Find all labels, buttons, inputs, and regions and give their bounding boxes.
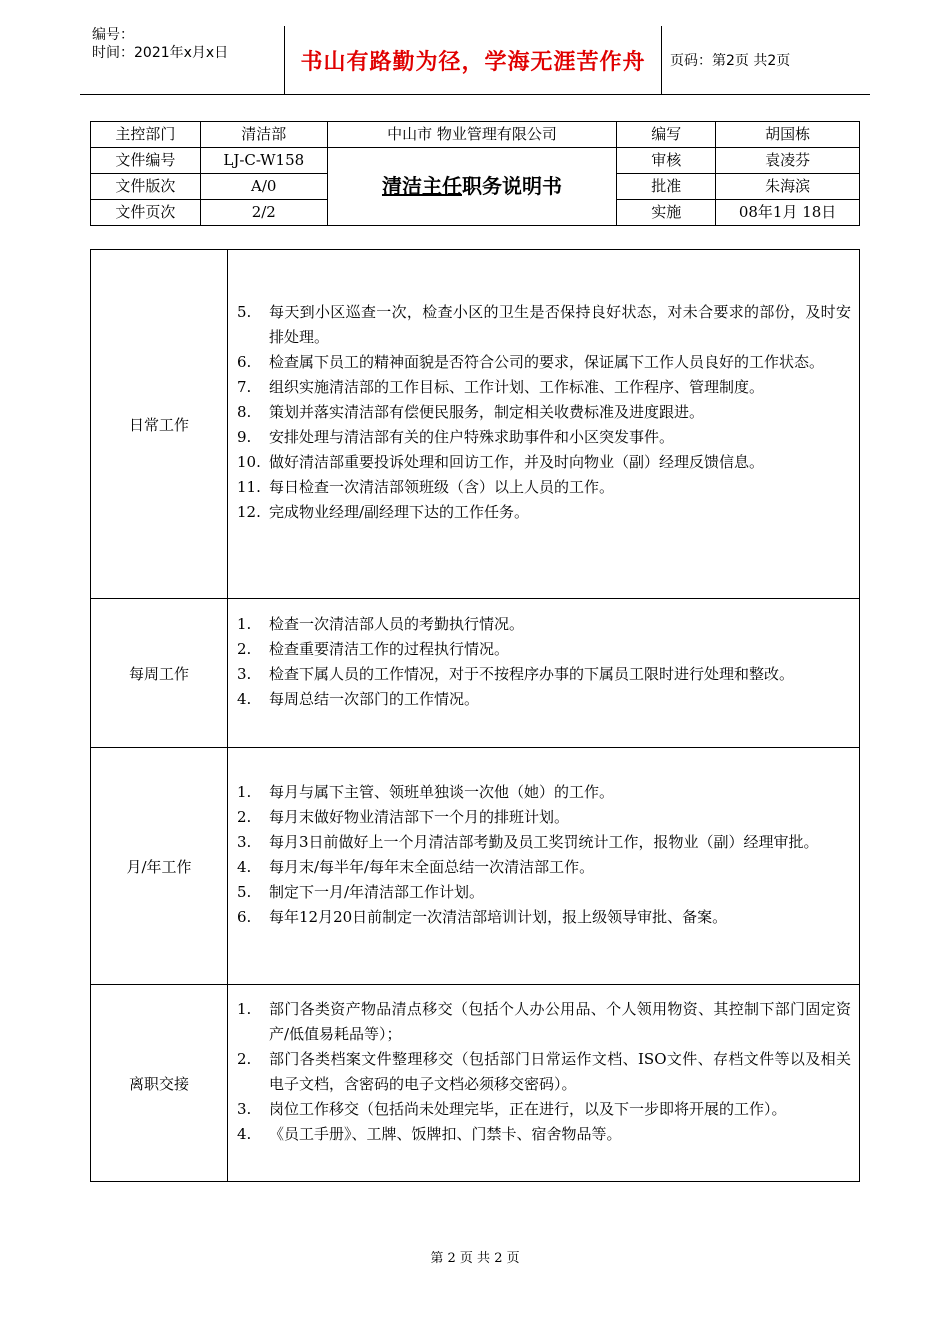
duty-list — [228, 300, 859, 525]
page-info: 页码：第2页 共2页 — [670, 53, 791, 69]
list-item: 4. 每周总结一次部门的工作情况。 — [237, 690, 480, 708]
section-daily — [91, 250, 860, 599]
info-cell: 清洁部 — [200, 122, 327, 148]
list-item: 7. 组织实施清洁部的工作目标、工作计划、工作标准、工作程序、管理制度。 — [237, 378, 765, 396]
list-item: 3. 岗位工作移交（包括尚未处理完毕，正在进行，以及下一步即将开展的工作）。 — [237, 1100, 787, 1118]
info-row — [91, 122, 860, 148]
info-cell: 文件页次 — [91, 200, 201, 226]
section-monthly-yearly — [91, 748, 860, 985]
list-item: 1. 检查一次清洁部人员的考勤执行情况。 — [237, 615, 525, 633]
document-title-rest: 职务说明书 — [461, 174, 562, 198]
duty-list — [228, 780, 859, 930]
info-cell: 胡国栋 — [716, 122, 860, 148]
section-label: 月/年工作 — [91, 748, 228, 985]
section-content — [228, 985, 860, 1182]
duty-list — [228, 612, 859, 712]
list-item: 9. 安排处理与清洁部有关的住户特殊求助事件和小区突发事件。 — [237, 428, 675, 446]
section-label: 每周工作 — [91, 599, 228, 748]
company-name: 中山市 物业管理有限公司 — [327, 122, 617, 148]
page-header — [80, 26, 870, 95]
document-info-table — [90, 121, 860, 226]
section-weekly — [91, 599, 860, 748]
list-item: 8. 策划并落实清洁部有偿便民服务，制定相关收费标准及进度跟进。 — [237, 403, 705, 421]
info-cell: 袁凌芬 — [716, 148, 860, 174]
section-label: 日常工作 — [91, 250, 228, 599]
list-item: 1. 部门各类资产物品清点移交（包括个人办公用品、个人领用物资、其控制下部门固定资产/低值易耗品等）； — [237, 1000, 851, 1043]
list-item: 2. 检查重要清洁工作的过程执行情况。 — [237, 640, 510, 658]
time-label: 时间：2021年x月x日 — [92, 45, 229, 61]
section-content — [228, 250, 860, 599]
duty-list — [228, 997, 859, 1147]
section-content — [228, 599, 860, 748]
list-item: 6. 每年12月20日前制定一次清洁部培训计划，报上级领导审批、备案。 — [237, 908, 728, 926]
list-item: 3. 检查下属人员的工作情况，对于不按程序办事的下属员工限时进行处理和整改。 — [237, 665, 795, 683]
info-cell: 编写 — [617, 122, 716, 148]
info-cell: LJ-C-W158 — [200, 148, 327, 174]
list-item: 10. 做好清洁部重要投诉处理和回访工作，并及时向物业（副）经理反馈信息。 — [237, 453, 765, 471]
number-label: 编号： — [92, 27, 134, 43]
document-title — [327, 148, 617, 226]
list-item: 3. 每月3日前做好上一个月清洁部考勤及员工奖罚统计工作，报物业（副）经理审批。 — [237, 833, 819, 851]
header-meta — [92, 26, 282, 94]
document-title-underlined: 清洁主任 — [381, 174, 462, 198]
info-cell: 2/2 — [200, 200, 327, 226]
info-cell: 主控部门 — [91, 122, 201, 148]
list-item: 4. 每月末/每半年/每年末全面总结一次清洁部工作。 — [237, 858, 595, 876]
info-cell: 实施 — [617, 200, 716, 226]
section-label: 离职交接 — [91, 985, 228, 1182]
duties-table — [90, 249, 860, 1182]
list-item: 1. 每月与属下主管、领班单独谈一次他（她）的工作。 — [237, 783, 615, 801]
list-item: 5. 制定下一月/年清洁部工作计划。 — [237, 883, 485, 901]
list-item: 5. 每天到小区巡查一次，检查小区的卫生是否保持良好状态，对未合要求的部份，及时安排处理。 — [237, 303, 851, 346]
section-resignation-handover — [91, 985, 860, 1182]
info-cell: 朱海滨 — [716, 174, 860, 200]
page-footer: 第 2 页 共 2 页 — [430, 1251, 520, 1266]
info-cell: A/0 — [200, 174, 327, 200]
list-item: 11. 每日检查一次清洁部领班级（含）以上人员的工作。 — [237, 478, 615, 496]
info-cell: 文件编号 — [91, 148, 201, 174]
list-item: 2. 每月末做好物业清洁部下一个月的排班计划。 — [237, 808, 570, 826]
list-item: 6. 检查属下员工的精神面貌是否符合公司的要求，保证属下工作人员良好的工作状态。 — [237, 353, 825, 371]
info-cell: 08年1月 18日 — [716, 200, 860, 226]
section-content — [228, 748, 860, 985]
list-item: 12. 完成物业经理/副经理下达的工作任务。 — [237, 503, 530, 521]
info-row — [91, 148, 860, 174]
info-cell: 批准 — [617, 174, 716, 200]
list-item: 4. 《员工手册》、工牌、饭牌扣、门禁卡、宿舍物品等。 — [237, 1125, 622, 1143]
info-cell: 文件版次 — [91, 174, 201, 200]
list-item: 2. 部门各类档案文件整理移交（包括部门日常运作文档、ISO文件、存档文件等以及相关电子文档，含密码的电子文档必须移交密码）。 — [237, 1050, 851, 1093]
info-cell: 审核 — [617, 148, 716, 174]
motto: 书山有路勤为径，学海无涯苦作舟 — [284, 26, 662, 94]
